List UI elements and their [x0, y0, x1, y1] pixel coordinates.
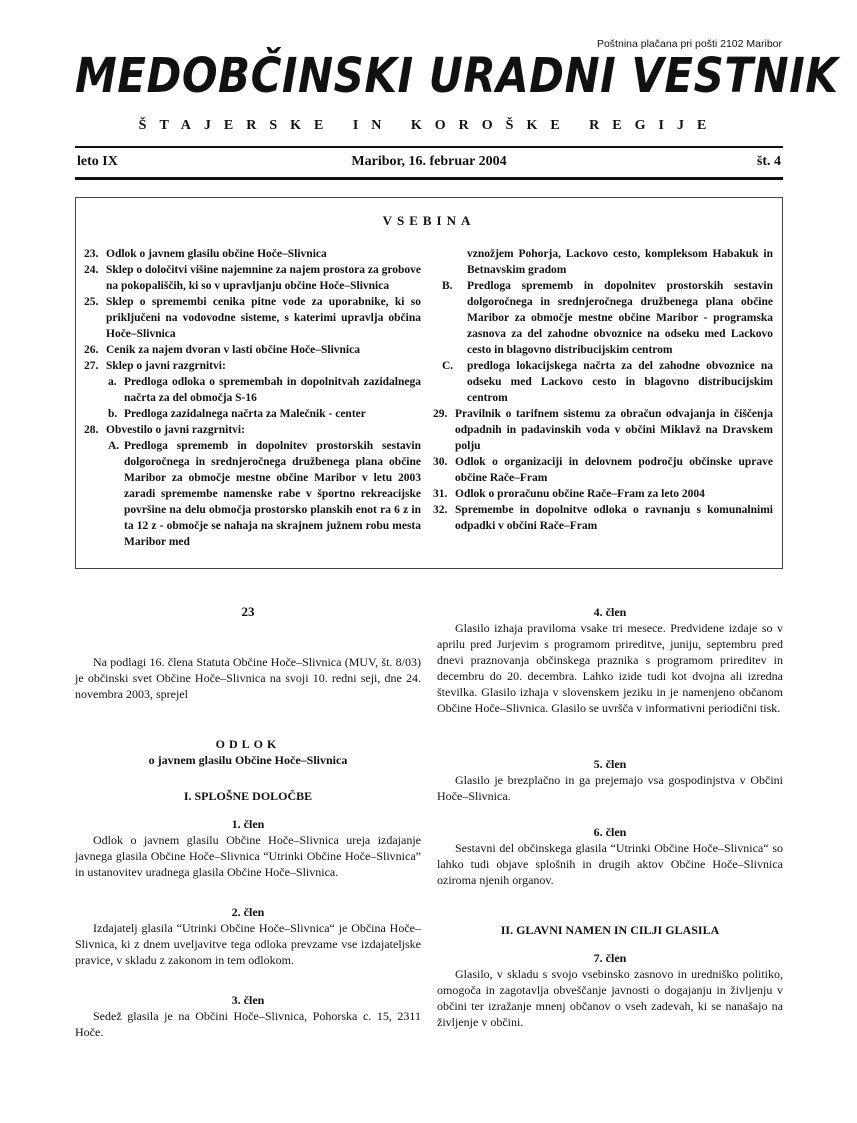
toc-subitem[interactable]	[433, 358, 773, 406]
toc-item-text: Odlok o proračunu občine Rače–Fram za leto 2004	[455, 488, 705, 500]
toc-item[interactable]	[84, 294, 421, 342]
issue-date: Maribor, 16. februar 2004	[351, 154, 507, 169]
toc-item-number: 30.	[433, 456, 448, 468]
clause-title: 4. člen	[593, 605, 627, 619]
toc-subitem[interactable]	[433, 278, 773, 358]
toc-item[interactable]	[433, 502, 773, 534]
toc-item[interactable]	[84, 262, 421, 294]
clause-title: 5. člen	[593, 757, 627, 771]
article-left-column	[75, 600, 421, 1040]
toc-subitem-letter: C.	[442, 360, 454, 372]
document-type: ODLOK	[215, 737, 281, 751]
toc-left-column	[84, 246, 421, 550]
toc-subitem-letter: B.	[442, 280, 453, 292]
toc-item-number: 26.	[84, 344, 99, 356]
clause-text: Glasilo je brezplačno in ga prejemajo vsa gospodinjstva v Občini Hoče–Slivnica.	[437, 773, 783, 803]
clause-text: Sestavni del občinskega glasila “Utrinki Občine Hoče–Slivnica“ so lahko tudi objave splošnih in drugih aktov Občine Hoče–Slivnica oziroma njenih organov.	[437, 841, 783, 887]
masthead-subtitle: ŠTAJERSKE IN KOROŠKE REGIJE	[138, 118, 720, 133]
toc-item-text: Cenik za najem dvoran v lasti občine Hoče–Slivnica	[106, 344, 360, 356]
toc-subitem-letter: a.	[108, 376, 117, 388]
toc-item-text: Odlok o javnem glasilu občine Hoče–Slivnica	[106, 248, 327, 260]
toc-subitem[interactable]	[84, 374, 421, 406]
toc-title: VSEBINA	[382, 213, 476, 228]
clause-title: 2. člen	[231, 905, 265, 919]
postage-note: Poštnina plačana pri pošti 2102 Maribor	[596, 38, 782, 50]
clause-title: 7. člen	[593, 951, 627, 965]
issue-year: leto IX	[77, 154, 118, 169]
document-title: o javnem glasilu Občine Hoče–Slivnica	[148, 753, 348, 767]
clause-text: Odlok o javnem glasilu Občine Hoče–Slivnica ureja izdajanje javnega glasila Občine Hoče–Slivnica “Utrinki Občine Hoče–Slivnica” in ustanovitev uradnega glasila Občine Hoče–Slivnica.	[75, 833, 421, 879]
toc-item-text: Spremembe in dopolnitve odloka o ravnanju s komunalnimi odpadki v občini Rače–Fram	[455, 504, 773, 532]
clause-text: Sedež glasila je na Občini Hoče–Slivnica, Pohorska c. 15, 2311 Hoče.	[75, 1009, 421, 1039]
toc-subitem[interactable]	[84, 438, 421, 550]
toc-subitem-letter: A.	[108, 440, 120, 452]
clause-text: Glasilo izhaja praviloma vsake tri mesece. Predvidene izdaje so v aprilu pred Jurjevim s programom prireditve, juniju, septembru pred dnevi praznovanja občinskega praznika s programom prireditev in decembru do 20. decembra. Lahko izide tudi kot dvojna ali izredna številka. Glasilo izhaja v slovenskem jeziku in je namenjeno občanom Občine Hoče–Slivnica. Glasilo se uvršča v informativni periodični tisk.	[437, 621, 783, 715]
toc-item[interactable]	[84, 358, 421, 374]
toc-subitem-text: Predloga sprememb in dopolnitev prostorskih sestavin dolgoročnega in srednjeročnega družbenega plana občine Maribor za območje mestne občine Maribor v letu 2003 zaradi spremembe namenske rabe v športno rekreacijske površine na delu območja prostorsko planskih enot ra 6 z in ta 12 z - območje se nahaja na skrajnem južnem robu mesta Maribor med	[124, 440, 421, 548]
clause-title: 1. člen	[231, 817, 265, 831]
article-number: 23	[241, 604, 255, 619]
clause-text: Glasilo, v skladu s svojo vsebinsko zasnovo in uredniško politiko, omogoča in zagotavlja obveščanje javnosti o dogajanju in življenju v občini ter izražanje mnenj občanov o vseh zadevah, ki se nanašajo na življenje v občini.	[437, 967, 783, 1029]
toc-subitem[interactable]	[84, 406, 421, 422]
toc-item-number: 23.	[84, 248, 99, 260]
toc-subitem-text: Predloga sprememb in dopolnitev prostorskih sestavin dolgoročnega in srednjeročnega družbenega plana občine Maribor za območje mestne občine Maribor - programska zasnova za del zahodne obvoznice na odseku med Lackovo cesto in blagovno distribucijskim centrom	[467, 280, 773, 356]
toc-subitem-text: Predloga odloka o spremembah in dopolnitvah zazidalnega načrta za del območja S-16	[124, 376, 421, 404]
clause-text: Izdajatelj glasila “Utrinki Občine Hoče–Slivnica“ je Občina Hoče–Slivnica, ki z dnem uveljavitve tega odloka prevzame vse izdajateljske pravice, v skladu z zakonom in tem odlokom.	[75, 921, 421, 967]
toc-subitem-letter: b.	[108, 408, 118, 420]
toc-item[interactable]	[84, 246, 421, 262]
issue-number: št. 4	[756, 154, 781, 169]
toc-item[interactable]	[84, 422, 421, 438]
bottom-rule	[75, 177, 783, 180]
toc-item-number: 31.	[433, 488, 448, 500]
issue-row	[75, 154, 783, 172]
toc-item-text: Sklep o določitvi višine najemnine za najem prostora za grobove na pokopališčih, ki so v upravljanju občine Hoče–Slivnica	[106, 264, 421, 292]
top-rule	[75, 146, 783, 148]
toc-subitem-text: Predloga zazidalnega načrta za Malečnik - center	[124, 408, 366, 420]
toc-item-text: Sklep o javni razgrnitvi:	[106, 360, 226, 372]
toc-item[interactable]	[433, 454, 773, 486]
toc-subitem-text: predloga lokacijskega načrta za del zahodne obvoznice na odseku med Lackovo cesto in blagovno distribucijskim centrom	[467, 360, 773, 404]
toc-item-text: Pravilnik o tarifnem sistemu za obračun odvajanja in čiščenja odpadnih in padavinskih voda v občini Miklavž na Dravskem polju	[455, 408, 773, 452]
toc-item-number: 32.	[433, 504, 448, 516]
toc-item-number: 24.	[84, 264, 99, 276]
article-preamble: Na podlagi 16. člena Statuta Občine Hoče–Slivnica (MUV, št. 8/03) je občinski svet Občine Hoče–Slivnica na svoji 10. redni seji, dne 24. novembra 2003, sprejel	[75, 655, 421, 701]
toc-item-number: 29.	[433, 408, 448, 420]
toc-item[interactable]	[433, 486, 773, 502]
toc-item-text: Obvestilo o javni razgrnitvi:	[106, 424, 245, 436]
toc-item-number: 27.	[84, 360, 99, 372]
article-right-column	[437, 600, 783, 1030]
toc-item[interactable]	[433, 406, 773, 454]
masthead-title: MEDOBČINSKI URADNI VESTNIK	[75, 47, 839, 104]
toc-item-text: Odlok o organizaciji in delovnem področju občinske uprave občine Rače–Fram	[455, 456, 773, 484]
clause-title: 6. člen	[593, 825, 627, 839]
table-of-contents	[75, 197, 783, 569]
toc-item-number: 28.	[84, 424, 99, 436]
toc-item-number: 25.	[84, 296, 99, 308]
toc-item[interactable]	[84, 342, 421, 358]
toc-right-column	[433, 246, 773, 534]
toc-subitem-continued[interactable]: vznožjem Pohorja, Lackovo cesto, kompleksom Habakuk in Betnavskim gradom	[467, 248, 773, 276]
section-heading: II. GLAVNI NAMEN IN CILJI GLASILA	[500, 923, 720, 937]
section-heading: I. SPLOŠNE DOLOČBE	[183, 789, 313, 803]
toc-item-text: Sklep o spremembi cenika pitne vode za uporabnike, ki so priključeni na vodovodne sisteme, s katerimi upravlja občina Hoče–Slivnica	[106, 296, 421, 340]
clause-title: 3. člen	[231, 993, 265, 1007]
